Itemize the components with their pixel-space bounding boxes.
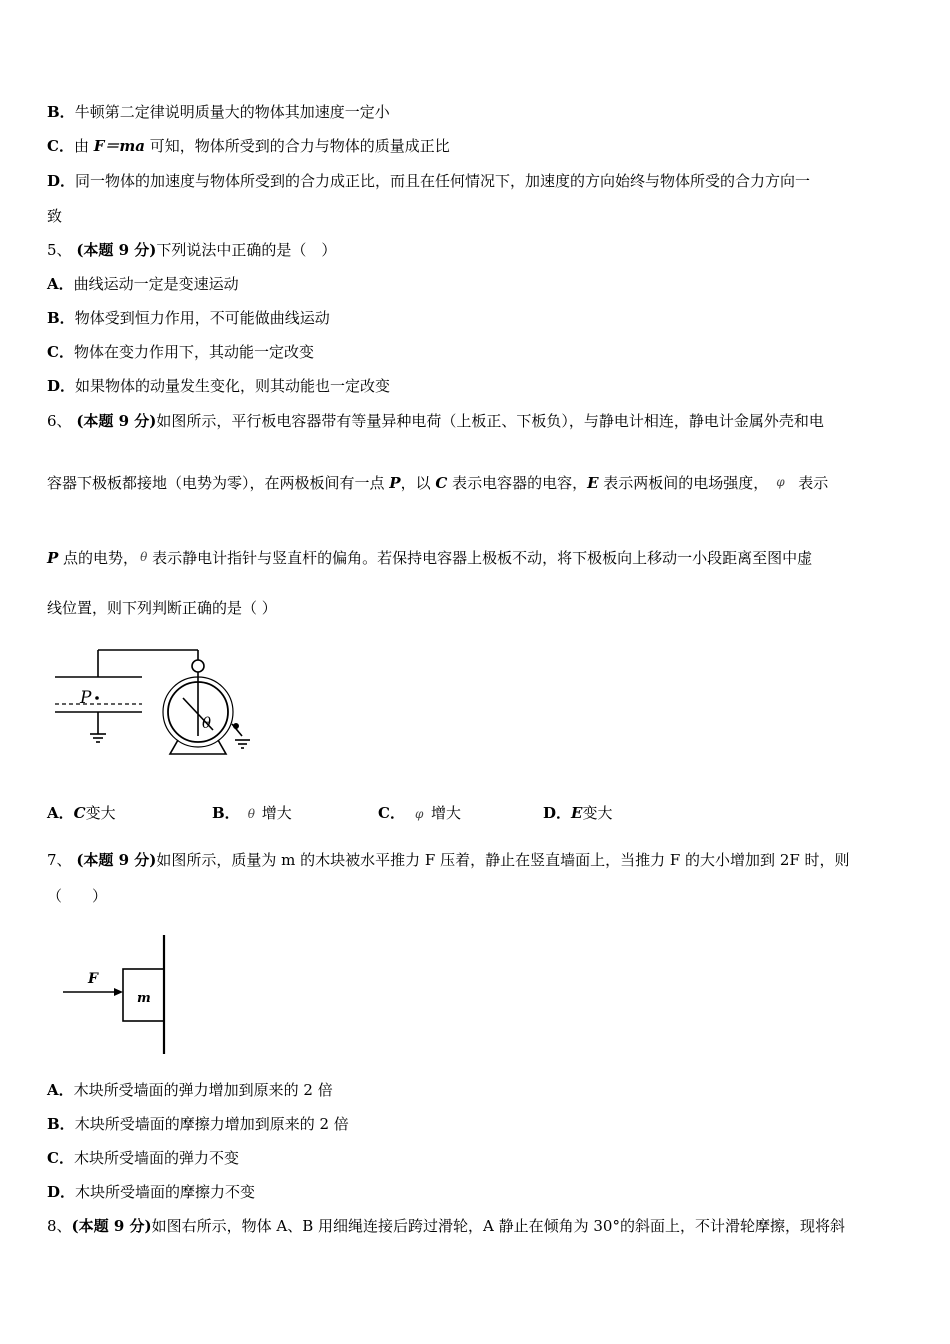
q4-option-d: D．同一物体的加速度与物体所受到的合力成正比，而且在任何情况下，加速度的方向始终与物体所受的合力方向一 bbox=[47, 172, 811, 190]
theta-symbol: θ bbox=[140, 550, 148, 564]
q6-option-c: C． φ 增大 bbox=[378, 804, 461, 822]
phi-symbol: φ bbox=[776, 475, 785, 489]
q6-stem-line4: 线位置，则下列判断正确的是（ ） bbox=[47, 599, 277, 617]
q6-stem-line1: 6、 (本题 9 分)如图所示，平行板电容器带有等量异种电荷（上板正、下板负），与静电计相连，静电计金属外壳和电 bbox=[47, 412, 824, 430]
mass-m-label: m bbox=[137, 991, 151, 1006]
theta-angle-label: θ bbox=[202, 714, 212, 732]
q4-option-d-cont: 致 bbox=[47, 207, 63, 225]
q6-option-d: D．E变大 bbox=[543, 804, 613, 822]
q6-stem-line2: 容器下极板都接地（电势为零），在两极板间有一点 P，以 C 表示电容器的电容，E 表示两板间的电场强度， φ 表示 bbox=[47, 474, 829, 492]
q7-option-b: B．木块所受墙面的摩擦力增加到原来的 2 倍 bbox=[47, 1115, 349, 1133]
q7-option-d: D．木块所受墙面的摩擦力不变 bbox=[47, 1183, 256, 1201]
q5-option-d: D．如果物体的动量发生变化，则其动能也一定改变 bbox=[47, 377, 391, 395]
q5-option-b: B．物体受到恒力作用，不可能做曲线运动 bbox=[47, 309, 330, 327]
block-wall-figure bbox=[60, 932, 175, 1057]
q8-stem: 8、(本题 9 分)如图右所示，物体 A、B 用细绳连接后跨过滑轮，A 静止在倾角为 30°的斜面上，不计滑轮摩擦，现将斜 bbox=[47, 1217, 845, 1235]
q6-option-b: B． θ 增大 bbox=[212, 804, 292, 822]
force-f-label: F bbox=[88, 971, 98, 987]
q7-paren: （ ） bbox=[47, 887, 108, 905]
q5-option-a: A．曲线运动一定是变速运动 bbox=[47, 275, 239, 293]
q7-option-a: A．木块所受墙面的弹力增加到原来的 2 倍 bbox=[47, 1081, 333, 1099]
q4-option-b: B．牛顿第二定律说明质量大的物体其加速度一定小 bbox=[47, 103, 390, 121]
q5-stem: 5、 (本题 9 分)下列说法中正确的是（ ） bbox=[47, 241, 337, 259]
q6-stem-line3: P 点的电势， θ 表示静电计指针与竖直杆的偏角。若保持电容器上极板不动，将下极板向上移动一小段距离至图中虚 bbox=[47, 549, 813, 567]
q5-option-c: C．物体在变力作用下，其动能一定改变 bbox=[47, 343, 314, 361]
q4-option-c: C．由 F＝ma 可知，物体所受到的合力与物体的质量成正比 bbox=[47, 137, 450, 155]
q6-option-a: A．C变大 bbox=[47, 804, 116, 822]
q7-stem: 7、 (本题 9 分)如图所示，质量为 m 的木块被水平推力 F 压着，静止在竖直墙面上，当推力 F 的大小增加到 2F 时，则 bbox=[47, 851, 850, 869]
capacitor-electroscope-figure bbox=[50, 640, 260, 775]
q7-option-c: C．木块所受墙面的弹力不变 bbox=[47, 1149, 239, 1167]
point-p-label: P bbox=[80, 688, 92, 708]
